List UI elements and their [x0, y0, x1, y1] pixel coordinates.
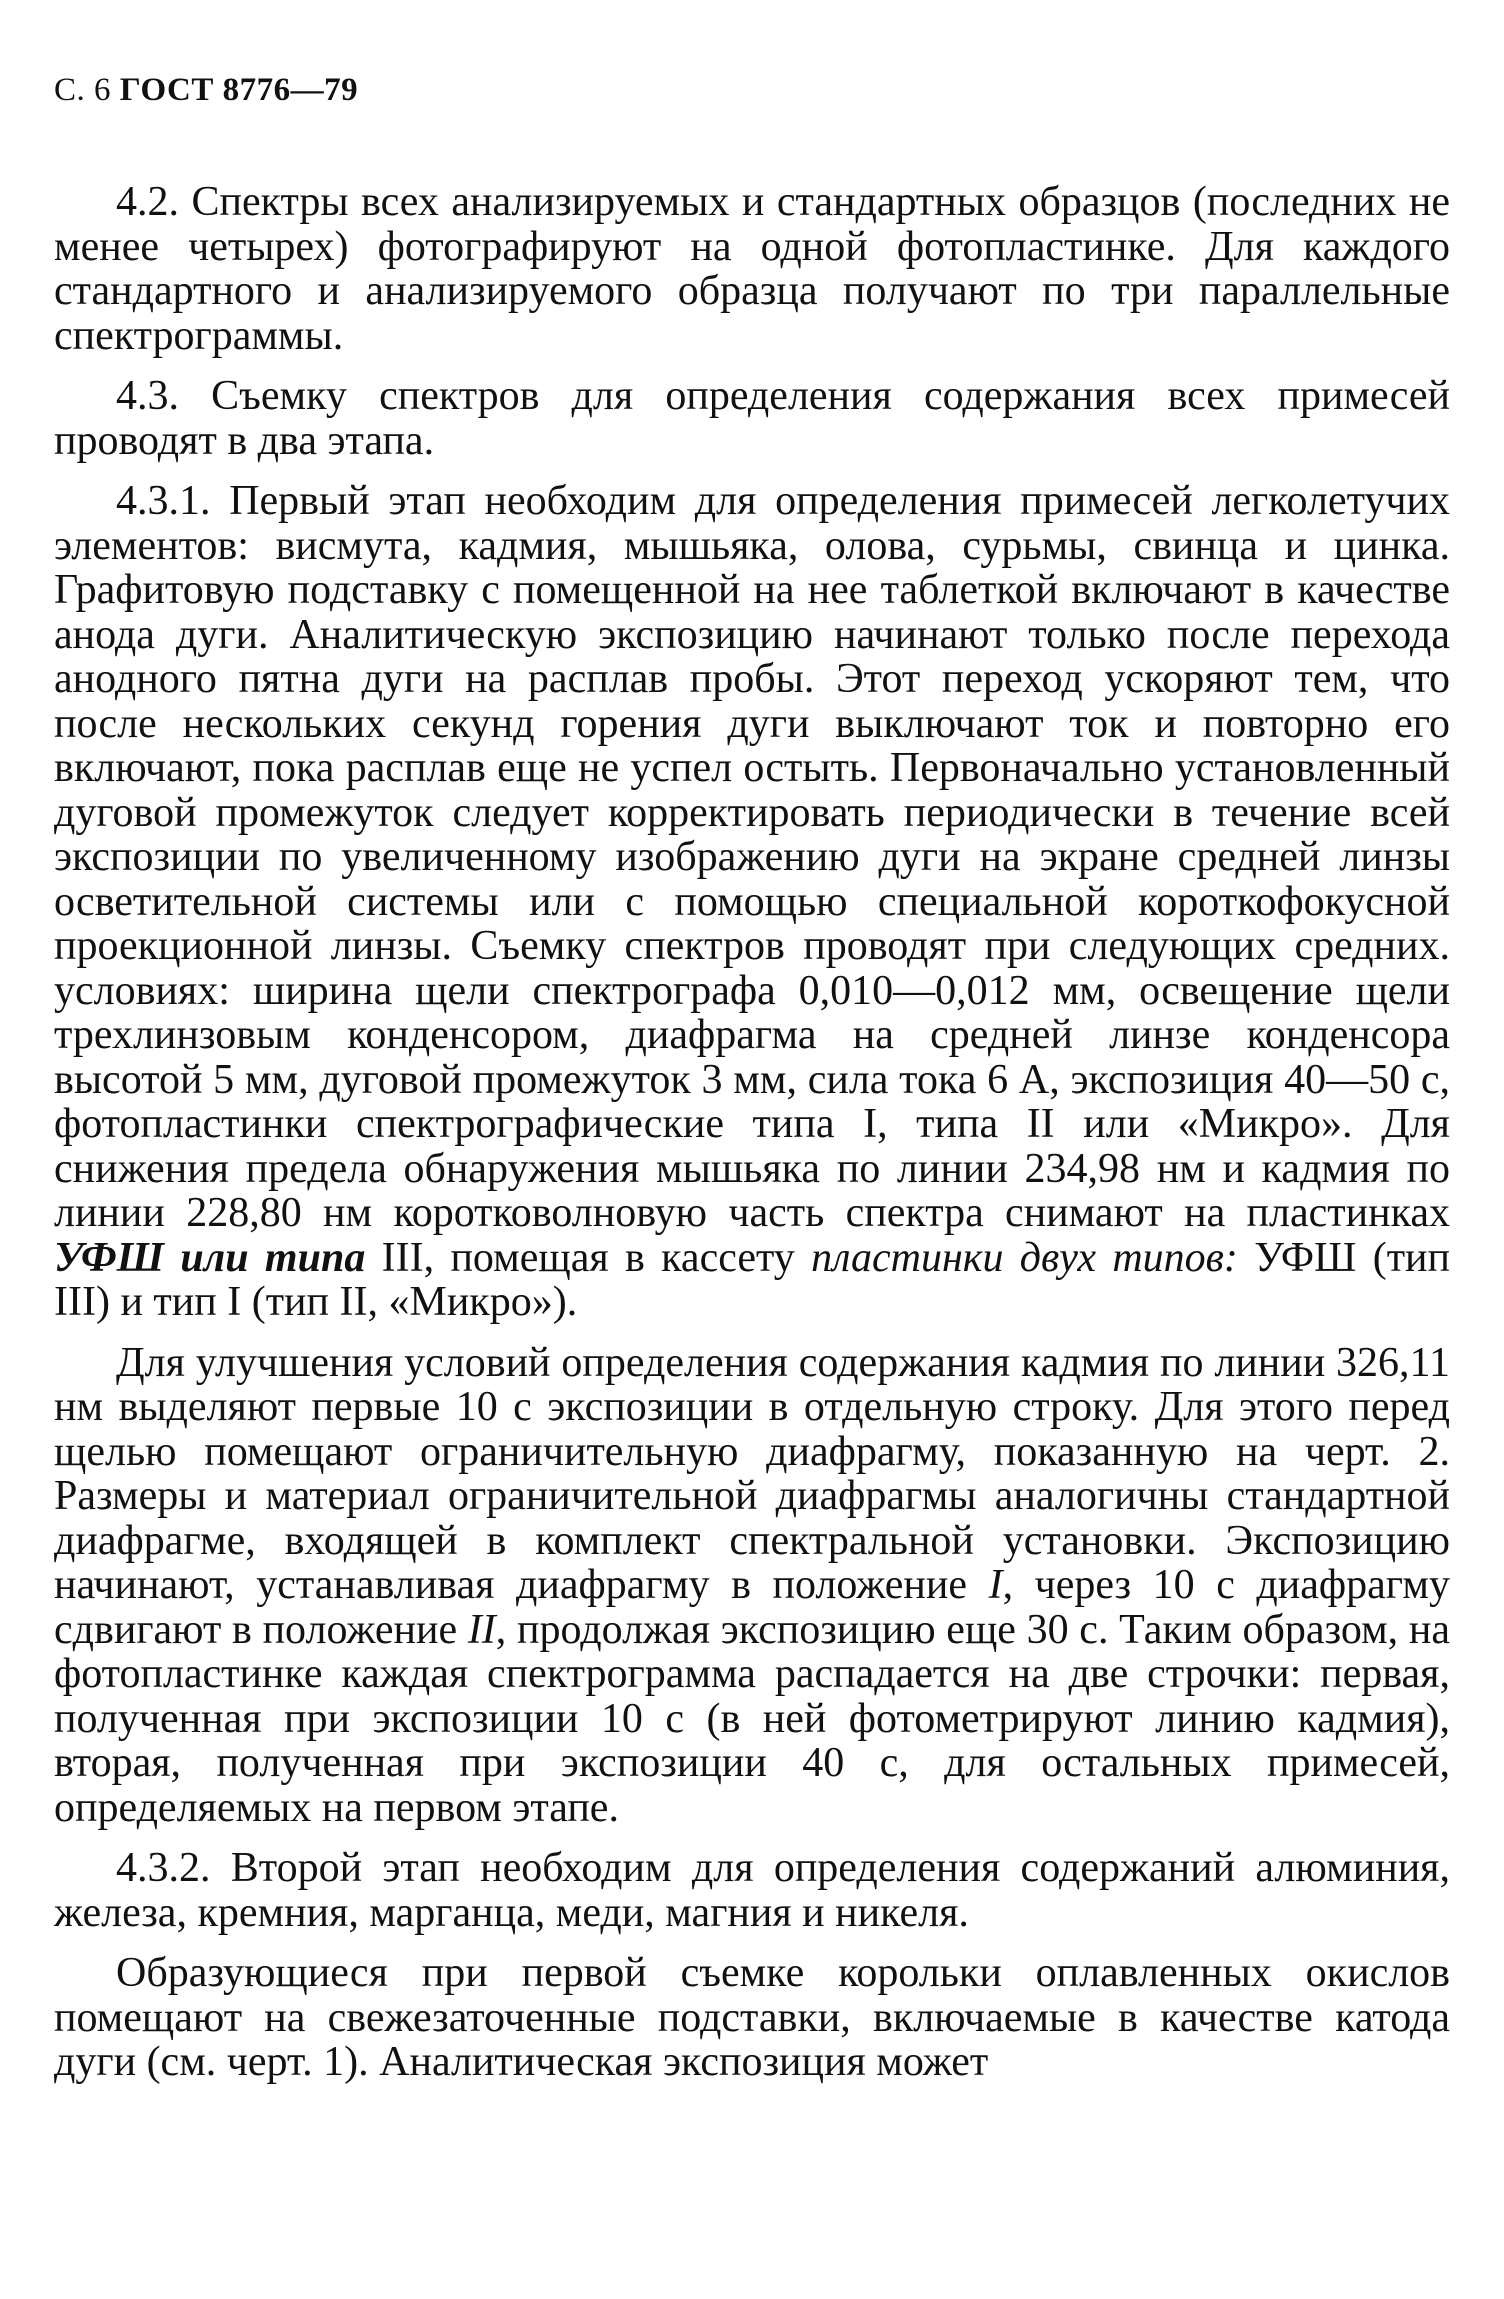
paragraph-4-3-1-text-a: 4.3.1. Первый этап необходим для определения примесей легколетучих элементов: висмута, кадмия, мышьяка, олова, сурьмы, свинца и цинка. Графитовую подставку с помещенной на нее таблеткой включают в качестве анода дуги. Аналитическую экспозицию начинают только после перехода анодного пятна дуги на расплав пробы. Этот переход ускоряют тем, что после нескольких секунд горения дуги выключают ток и повторно его включают, пока расплав еще не успел остыть. Первоначально установленный дуговой промежуток следует корректировать периодически в течение всей экспозиции по увеличенному изображению дуги на экране средней линзы осветительной системы или с помощью специальной короткофокусной проекционной линзы. Съемку спектров проводят при следующих средних. условиях: ширина щели спектрографа 0,010—0,012 мм, освещение щели трехлинзовым конденсором, диафрагма на средней линзе конденсора высотой 5 мм, дуговой промежуток 3 мм, сила тока 6 А, экспозиция 40—50 с, фотопластинки спектрографические типа I, типа II или «Микро». Для снижения предела обнаружения мышьяка по линии 234,98 нм и кадмия по линии 228,80 нм коротковолновую часть спектра снимают на пластинках [54, 478, 1450, 1236]
paragraph-cadmium-text-c: , продолжая экспозицию еще 30 с. Таким образом, на фотопластинке каждая спектрограмма распадается на две строчки: первая, полученная при экспозиции 10 с (в ней фотометрируют линию кадмия), вторая, полученная при экспозиции 40 с, для остальных примесей, определяемых на первом этапе. [54, 1606, 1450, 1831]
paragraph-korolki [54, 1951, 1450, 2085]
paragraph-4-3-2-text: 4.3.2. Второй этап необходим для определения содержаний алюминия, железа, кремния, марганца, меди, магния и никеля. [54, 1845, 1450, 1936]
paragraph-4-2 [54, 180, 1450, 358]
paragraph-4-3-1-italic-b: пластинки двух типов: [811, 1234, 1238, 1281]
paragraph-4-3-2 [54, 1846, 1450, 1935]
paragraph-cadmium-text-b: , через 10 с диафрагму сдвигают в положение [54, 1562, 1450, 1653]
paragraph-4-3-1-text-c: УФШ (тип III) и тип I (тип II, «Микро»). [54, 1234, 1451, 1325]
paragraph-4-3-1 [54, 479, 1450, 1325]
paragraph-4-2-text: 4.2. Спектры всех анализируемых и стандартных образцов (последних не менее четырех) фотографируют на одной фотопластинке. Для каждого стандартного и анализируемого образца получают по три параллельные спектрограммы. [54, 179, 1450, 359]
paragraph-4-3-1-text-b: III, помещая в кассету [365, 1234, 812, 1281]
paragraph-korolki-text: Образующиеся при первой съемке корольки оплавленных окислов помещают на свежезаточенные подставки, включаемые в качестве катода дуги (см. черт. 1). Аналитическая экспозиция может [54, 1950, 1450, 2085]
page-label: С. 6 [54, 72, 112, 108]
standard-code: ГОСТ 8776—79 [119, 72, 359, 108]
page-header [54, 70, 1450, 110]
paragraph-4-3 [54, 374, 1450, 463]
paragraph-4-3-text: 4.3. Съемку спектров для определения содержания всех примесей проводят в два этапа. [54, 373, 1450, 464]
paragraph-cadmium [54, 1341, 1450, 1831]
paragraph-cadmium-text-a: Для улучшения условий определения содержания кадмия по линии 326,11 нм выделяют первые 10 с экспозиции в отдельную строку. Для этого перед щелью помещают ограничительную диафрагму, показанную на черт. 2. Размеры и материал ограничительной диафрагмы аналогичны стандартной диафрагме, входящей в комплект спектральной установки. Экспозицию начинают, устанавливая диафрагму в положение [54, 1339, 1450, 1608]
paragraph-cadmium-italic-b: II [467, 1606, 496, 1653]
paragraph-cadmium-italic-a: I [988, 1562, 1003, 1608]
paragraph-4-3-1-italic-a: УФШ или типа [54, 1234, 366, 1281]
